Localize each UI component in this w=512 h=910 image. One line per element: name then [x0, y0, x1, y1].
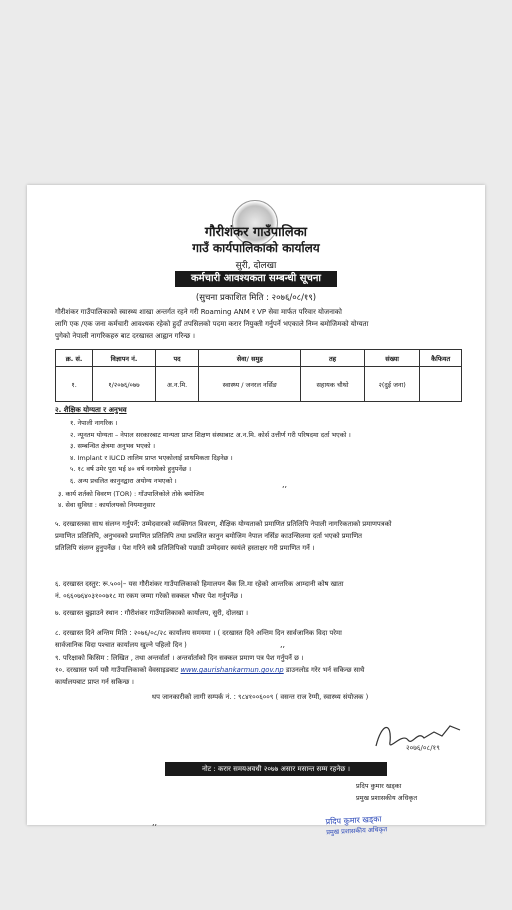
table-header: पद: [155, 350, 199, 367]
intro-paragraph: [55, 306, 465, 342]
section-5-line-2: प्रमाणित प्रतिलिपि, अनुभवको प्रमाणित प्रतिलिपि तथा प्रचलित कानुन बमोजिम नेपाल नर्सिङ काउन्सिलमा दर्ता भएको प्रमाणित: [55, 532, 363, 540]
table-header: संख्या: [364, 350, 420, 367]
section-10-line-1: १०. दरखास्त फर्म यसै गाउँपालिकाको वेवसाइडबाट www.gaurishankarmun.gov.np डाउनलोड गरेर भर्न सकिन्छ साथै: [55, 666, 365, 674]
section-5-line-1: ५. दरखास्तका साथ संलग्न गर्नुपर्ने: उम्मेदवारको व्यक्तिगत विवरण, शैक्षिक योग्यताको प्रमाणित प्रतिलिपि नेपाली नागरिकताको प्रमाणपत्रको: [55, 520, 392, 528]
list-item: ५. १८ वर्ष उमेर पुरा भई ४० वर्ष ननाघेको हुनुपर्नेछ ।: [70, 465, 192, 473]
contract-period-note: नोट : करार समयअवधी २०७७ असार मसान्त सम्म रहनेछ ।: [165, 762, 387, 776]
table-cell: सहायक चौथो: [301, 367, 365, 402]
section-8-line-1: ८. दरखास्त दिने अन्तिम मिति : २०७६/०८/२८ कार्यालय समयमा । ( दरखास्त दिने अन्तिम दिन सार्वजानिक विदा परेमा: [55, 629, 342, 637]
official-stamp: [325, 812, 418, 843]
table-cell: १/२०७६/०७७: [93, 367, 156, 402]
publish-date: (सुचना प्रकाशित मिति : २०७६/०८/१९): [195, 293, 317, 303]
list-item: १. नेपाली नागरिक ।: [70, 419, 118, 427]
qualification-list: [70, 418, 465, 487]
table-cell: अ.न.मि.: [155, 367, 199, 402]
signature-date: २०७६/०८/१९: [406, 744, 440, 752]
list-item: ४. Implant र IUCD तालिम प्राप्त भएकोलाई प्राथमिकता दिइनेछ ।: [70, 453, 233, 462]
section-4: ४. सेवा सुविधा : कार्यालयको नियमानुसार: [58, 501, 155, 509]
signatory-title: प्रमुख प्रशासकीय अधिकृत: [356, 794, 418, 802]
list-item: २. न्यूनतम योग्यता – नेपाल सरकारबाट मान्यता प्राप्त शिक्षण संस्थाबाट अ.न.मि. कोर्स उत्तीर्ण गरी परिषदमा दर्ता भएको ।: [70, 430, 351, 439]
notice-title: कर्मचारी आवश्यकता सम्बन्धी सूचना: [175, 271, 337, 287]
table-header: क्र. सं.: [56, 350, 93, 367]
intro-line-2: लागि एक /एक जना कर्मचारी आवश्यक रहेको हुदाँ तपसिलको पदमा करार नियुक्ती गर्नुपर्ने भएकाले निम्न बमोजिमको योग्यता: [55, 320, 369, 328]
table-cell: [420, 367, 462, 402]
section-8-line-2: सार्वजानिक विदा पश्चात कार्यालय खुल्ने पहिलो दिन ): [55, 641, 187, 649]
section-5: [55, 518, 465, 554]
section-7: ७. दरखास्त बुझाउने स्थान : गौरीशंकर गाउँपालिकाको कार्यालय, सुरी, दोलखा ।: [55, 609, 249, 617]
intro-line-3: पुगेको नेपाली नागरिकहरु बाट दरखास्त आह्वान गरिन्छ ।: [55, 332, 196, 340]
section-8: [55, 627, 465, 651]
signatory-name: प्रदिप कुमार खड्का: [356, 782, 402, 790]
section-9: ९. परिक्षाको किसिम : लिखित , तथा अन्तर्वार्ता । अन्तर्वार्ताको दिन सक्कल प्रमाण पत्र पेश गर्नुपर्ने छ ।: [55, 654, 304, 662]
signature-icon: [372, 712, 467, 756]
vacancy-table: [55, 349, 462, 402]
table-cell: २(दुई जना): [364, 367, 420, 402]
section-6-line-2: नं. ०६६०७६४०३१००७१८ मा रकम जम्मा गरेको सक्कल भौचर पेश गर्नुपर्नेछ ।: [55, 592, 243, 600]
office-name: गाउँ कार्यपालिकाको कार्यालय: [192, 241, 320, 255]
table-header: सेवा/ समुह: [199, 350, 301, 367]
stamp-line-1: प्रदिप कुमार खड्का: [325, 814, 382, 827]
table-header-row: [56, 350, 462, 367]
municipality-name: गौरीशंकर गाउँपालिका: [204, 225, 308, 240]
intro-line-1: गौरीशंकर गाउँपालिकाको स्वास्थ्य शाखा अन्तर्गत रहने गरी Roaming ANM र VP सेवा मार्फत परिवार योजनाको: [55, 308, 342, 316]
list-item: ३. सम्बन्धित क्षेत्रमा अनुभव भएको ।: [70, 442, 156, 450]
table-header: विज्ञापन नं.: [93, 350, 156, 367]
section-10-line-2: कार्यालयबाट प्राप्त गर्न सकिन्छ ।: [55, 678, 134, 686]
table-row: [56, 367, 462, 402]
website-link[interactable]: www.gaurishankarmun.gov.np: [180, 666, 284, 674]
contact-info: थप जानकारीको लागी सम्पर्क नं. : ९८४१००६००९ ( वसन्त राज रेग्मी, स्वास्थ्य संयोजक ): [151, 693, 369, 701]
table-cell: १.: [56, 367, 93, 402]
section-10: [55, 664, 465, 688]
section-6-line-1: ६. दरखास्त दस्तुर: रू.५००|– यस गौरीशंकर गाउँपालिकाको हिमालयन बैंक लि.मा रहेको आन्तरिक आम्दानी कोष खाता: [55, 580, 344, 588]
list-item: ६. अन्य प्रचलित कानुनद्वारा अयोग्य नभएको ।: [70, 476, 177, 485]
table-cell: स्वास्थ्य / जनरल नर्सिङ: [199, 367, 301, 402]
stamp-line-2: प्रमुख प्रशासकीय अधिकृत: [326, 825, 388, 837]
section-3: ३. कार्य शर्तको विवरण (TOR) : गाँउपालिकोले तोके बमोजिम: [58, 490, 204, 498]
office-location: सुरी, दोलखा: [235, 261, 277, 271]
table-header: कैफियत: [420, 350, 462, 367]
section-2-title: २. शैक्षिक योग्यता र अनुभव: [55, 406, 127, 414]
section-6: [55, 578, 465, 602]
section-5-line-3: प्रतिलिपि संलग्न हुनुपर्नेछ । पेश गरिने सबै प्रतिलिपिको पछाडी उम्मेदवार स्वयंले हस्ताक्षर गरी प्रमाणित गर्ने ।: [55, 544, 315, 552]
table-header: तह: [301, 350, 365, 367]
